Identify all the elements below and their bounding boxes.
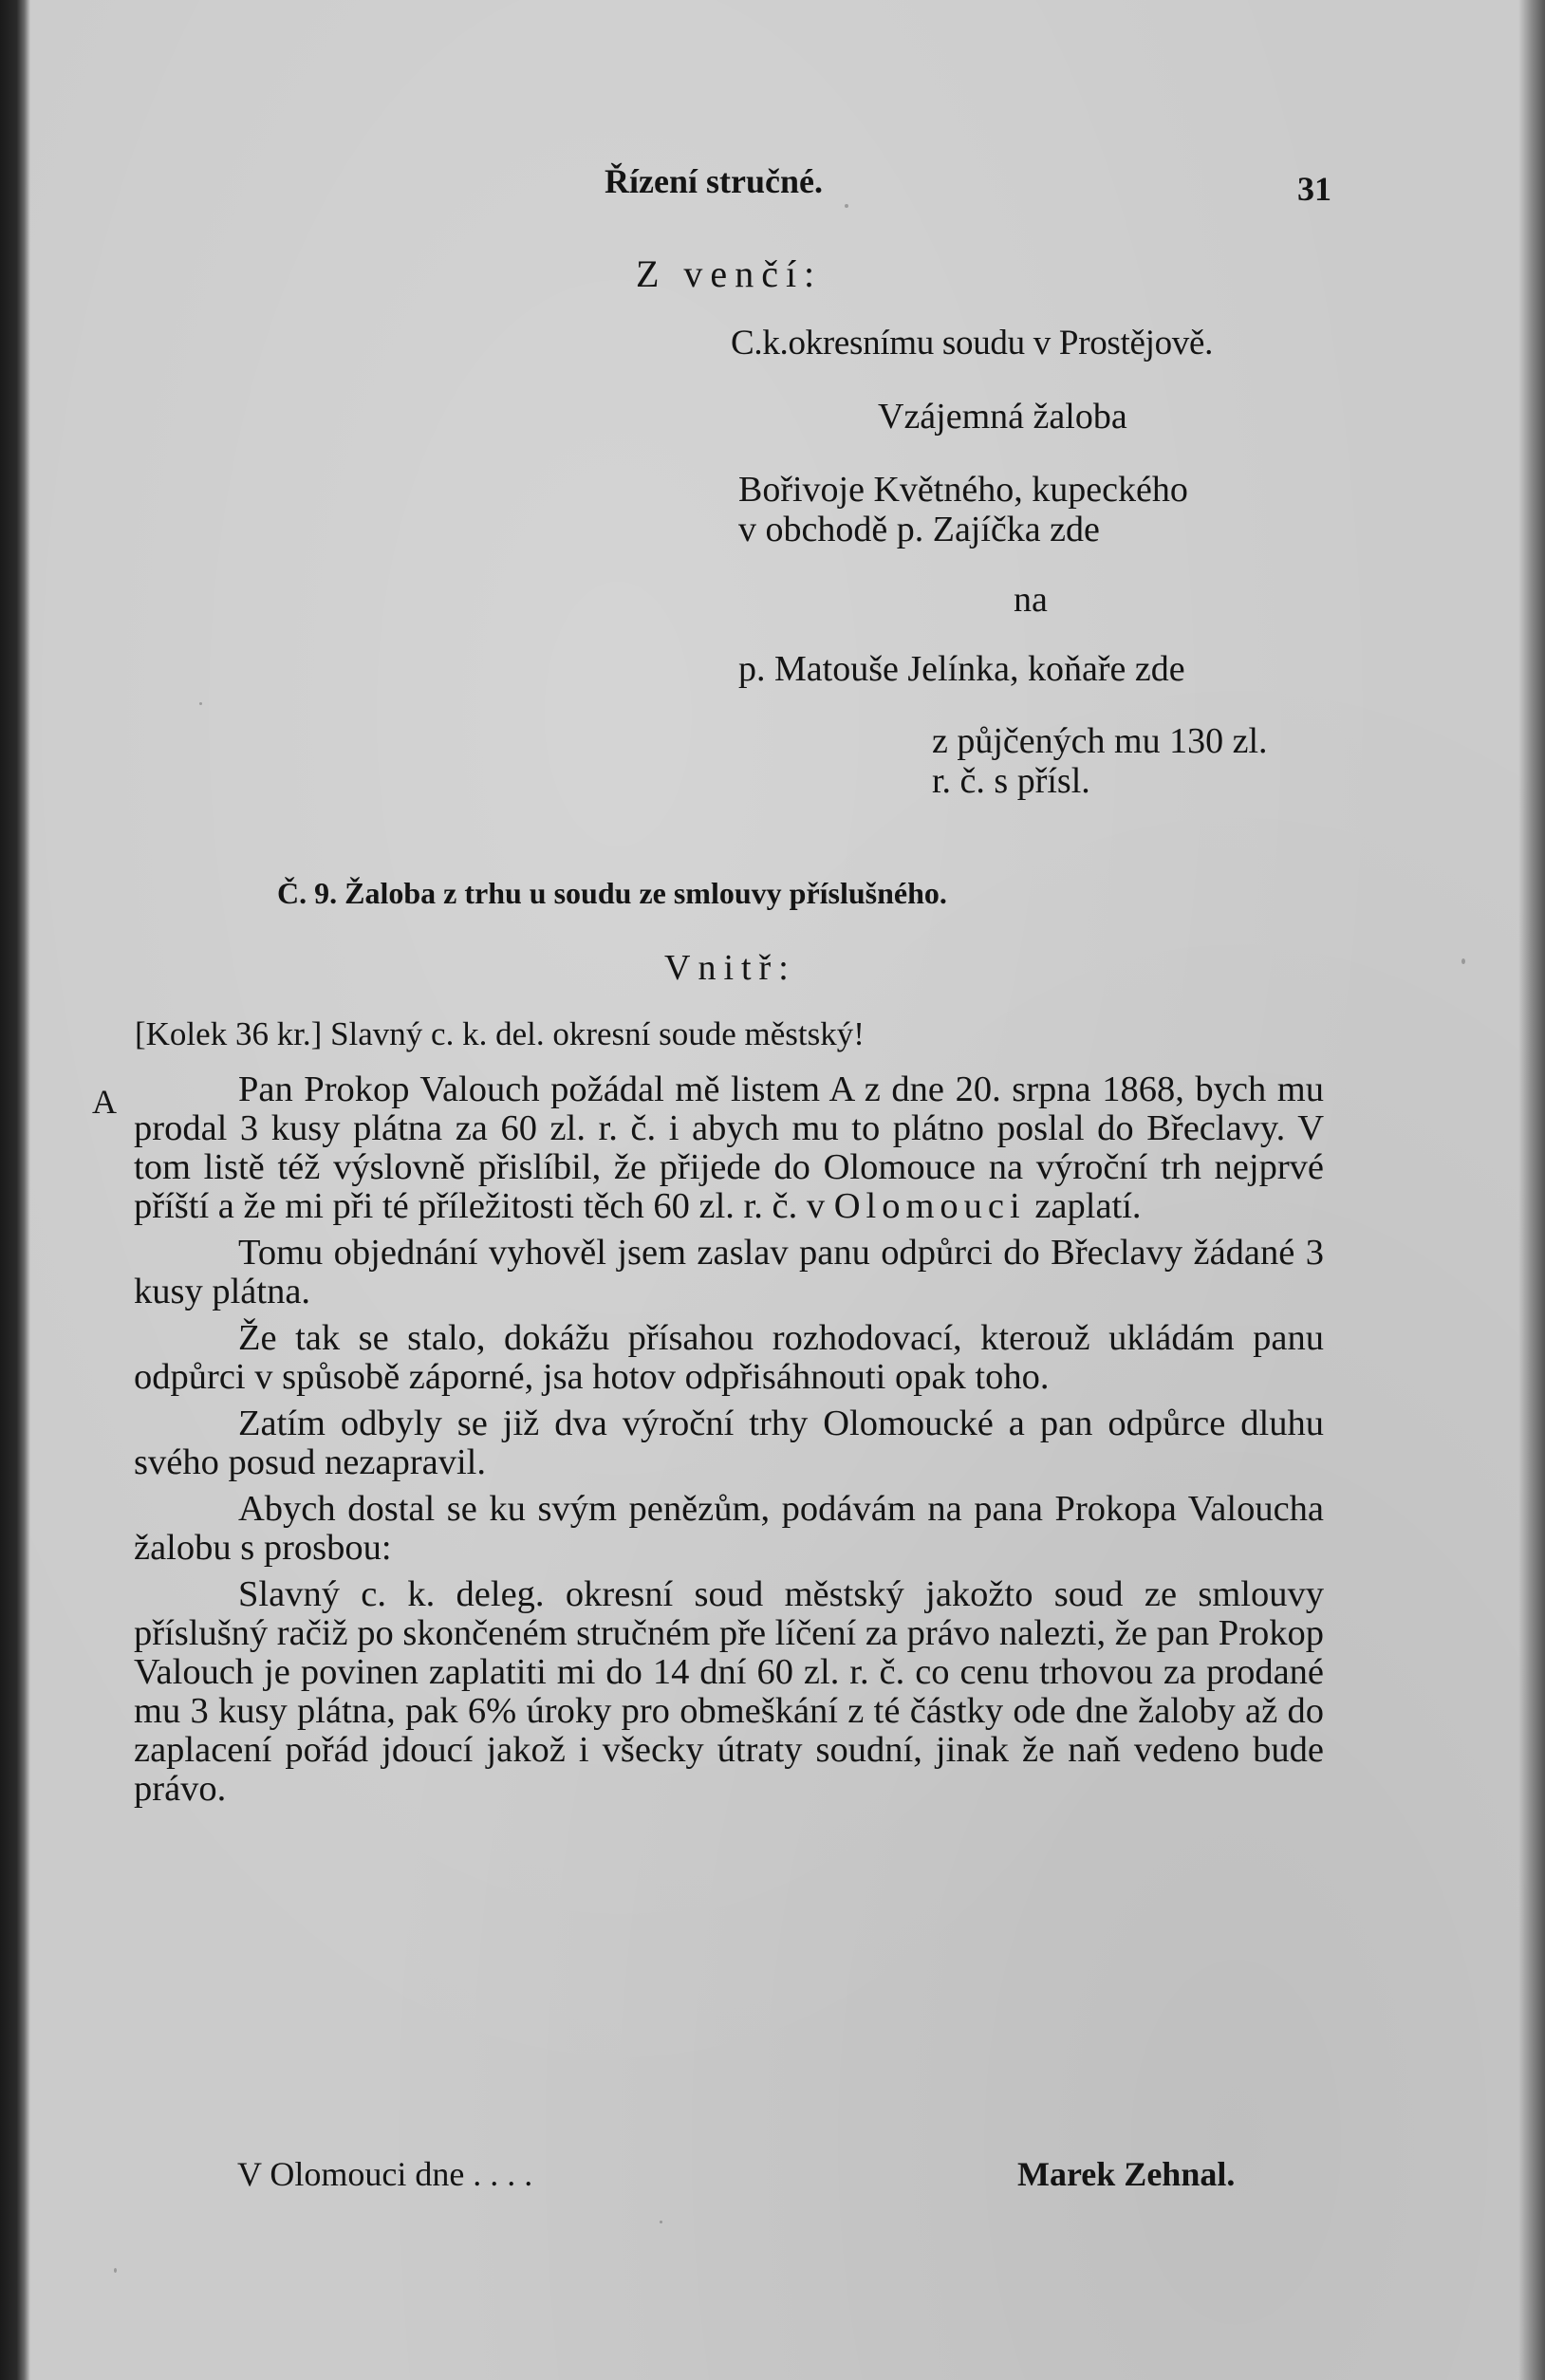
outside-label: Z venčí: [636, 252, 823, 295]
paragraph-1 [134, 1070, 1324, 1226]
page-number: 31 [1297, 170, 1331, 208]
signature: Marek Zehnal. [1017, 2155, 1236, 2193]
defendant-line: p. Matouše Jelínka, koňaře zde [738, 649, 1185, 689]
claim-title: Vzájemná žaloba [878, 397, 1127, 437]
place-date-line: V Olomouci dne . . . . [237, 2155, 533, 2193]
plaintiff-block: Bořivoje Květného, kupeckého v obchodě p. Zajíčka zde [738, 470, 1188, 549]
form-heading: Č. 9. Žaloba z trhu u soudu ze smlouvy příslušného. [277, 876, 947, 910]
paper-speck [1461, 958, 1465, 964]
court-addressee: C.k.okresnímu soudu v Prostějově. [731, 324, 1214, 363]
paragraph-4: Zatím odbyly se již dva výroční trhy Olomoucké a pan odpůrce dluhu svého posud nezapravil. [134, 1404, 1324, 1482]
paper-speck [845, 204, 848, 208]
inside-label: Vnitř: [664, 948, 796, 988]
city-name-spaced: Olomouci [833, 1186, 1026, 1226]
paper-speck [114, 2268, 117, 2273]
stamp-salutation-line: [Kolek 36 kr.] Slavný c. k. del. okresní soude městský! [135, 1015, 865, 1052]
page-right-edge-shadow [1518, 0, 1545, 2380]
margin-reference-a: A [92, 1083, 117, 1121]
paragraph-3: Že tak se stalo, dokážu přísahou rozhodovací, kterouž ukládám panu odpůrci v spůsobě záporné, jsa hotov odpřisáhnouti opak toho. [134, 1318, 1324, 1397]
claim-subject-block: z půjčených mu 130 zl. r. č. s přísl. [932, 721, 1268, 801]
against-word: na [1014, 580, 1048, 620]
paragraph-2: Tomu objednání vyhověl jsem zaslav panu odpůrci do Břeclavy žádané 3 kusy plátna. [134, 1233, 1324, 1311]
paragraph-5: Abych dostal se ku svým penězům, podávám na pana Prokopa Valoucha žalobu s prosbou: [134, 1489, 1324, 1568]
running-header-title: Řízení stručné. [605, 162, 823, 200]
paragraph-1-text: Pan Prokop Valouch požádal mě listem A z dne 20. srpna 1868, bych mu prodal 3 kusy plátna za 60 zl. r. č. i abych mu to plátno poslal do Břeclavy. V tom listě též výslovně přislíbil, že přijede do Olomouce na výroční trh nejprvé příští a že mi při té příležitosti těch 60 zl. r. č. v [134, 1069, 1324, 1226]
paragraph-6-petition: Slavný c. k. deleg. okresní soud městský jakožto soud ze smlouvy příslušný račiž po skončeném stručném pře líčení za právo nalezti, že pan Prokop Valouch je povinen zaplatiti mi do 14 dní 60 zl. r. č. co cenu trhovou za prodané mu 3 kusy plátna, pak 6% úroky pro obmeškání z té částky ode dne žaloby až do zaplacení pořád jdoucí jakož i všecky útraty soudní, jinak že naň vedeno bude právo. [134, 1574, 1325, 1809]
claim-body [134, 1070, 1324, 1816]
paper-speck [199, 702, 202, 705]
page-left-edge-shadow [0, 0, 30, 2380]
paper-speck [660, 2221, 662, 2223]
paragraph-1-end: zaplatí. [1034, 1186, 1142, 1226]
